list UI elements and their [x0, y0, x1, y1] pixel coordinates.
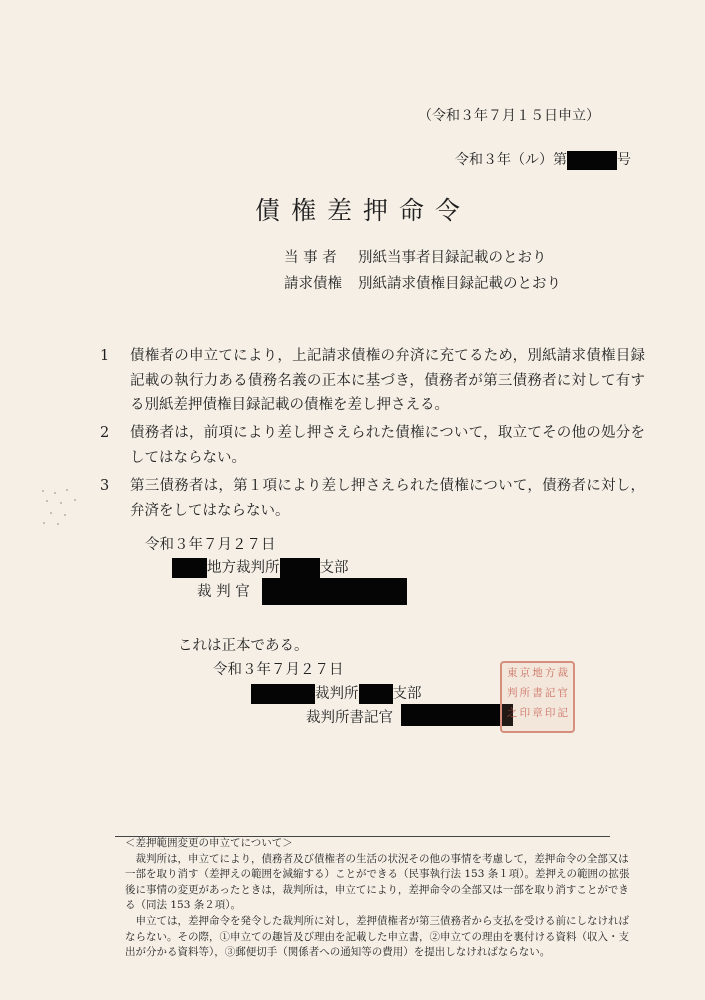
redaction-court-prefix — [172, 558, 207, 578]
official-seal: 東 京 地 方 裁 判 所 書 記 官 之 印 章 印 記 — [500, 661, 575, 733]
certification-court-part-2: 支部 — [392, 686, 422, 702]
redaction-cert-court — [251, 684, 315, 704]
order-item-2 — [100, 421, 645, 470]
redaction-court-branch — [280, 558, 320, 578]
clerk-label: 裁判所書記官 — [306, 710, 393, 726]
redaction-cert-branch — [359, 684, 393, 704]
judge-label: 裁 判 官 — [197, 584, 250, 600]
order-number: 1 — [100, 348, 110, 364]
certification-court — [251, 682, 422, 704]
case-number-prefix: 令和３年（ル）第 — [455, 152, 567, 168]
clerk-line — [306, 706, 393, 727]
order-item-3 — [100, 474, 645, 523]
redaction-case-number — [567, 151, 617, 170]
party-label: 当 事 者 — [284, 250, 337, 266]
claim-row — [284, 272, 561, 293]
order-text: 債務者は，前項により差し押さえられた債権について，取立てその他の処分をしてはならない。 — [130, 425, 645, 466]
notice-section — [125, 836, 635, 961]
order-number: 2 — [100, 425, 110, 441]
order-date: 令和３年７月２７日 — [145, 537, 276, 553]
filing-date: （令和３年７月１５日申立） — [418, 108, 600, 124]
case-number-suffix: 号 — [617, 152, 631, 168]
case-number — [455, 149, 631, 170]
scan-dots — [40, 488, 100, 528]
notice-paragraph: 裁判所は，申立てにより，債務者及び債権者の生活の状況その他の事情を考慮して，差押命令の全部又は一部を取り消す（差押えの範囲を減縮する）ことができる（民事執行法 153 条１項）。差押えの範囲の拡張後に事情の変更があったときは，裁判所は，申立てにより，差押命令の全部又は一部を取り消すことができる（同法 153 条２項）。 — [125, 852, 630, 912]
order-text: 第三債務者は，第１項により差し押さえられた債権について，債務者に対し，弁済をしてはならない。 — [130, 478, 645, 519]
claim-label: 請求債権 — [284, 276, 342, 292]
party-value: 別紙当事者目録記載のとおり — [358, 250, 547, 266]
order-item-1 — [100, 344, 645, 418]
redaction-clerk-name — [401, 704, 513, 726]
claim-value: 別紙請求債権目録記載のとおり — [358, 276, 561, 292]
court-part-2: 支部 — [319, 560, 349, 576]
certification-court-part-1: 裁判所 — [315, 686, 359, 702]
order-number: 3 — [100, 478, 110, 494]
notice-heading: ＜差押範囲変更の申立てについて＞ — [125, 837, 293, 849]
redaction-judge-name — [262, 578, 407, 605]
document-title: 債権差押命令 — [255, 196, 472, 225]
court-part-1: 地方裁判所 — [207, 560, 280, 576]
court-name — [172, 556, 349, 578]
order-text: 債権者の申立てにより，上記請求債権の弁済に充てるため，別紙請求債権目録記載の執行力ある債務名義の正本に基づき，債務者が第三債務者に対して有する別紙差押債権目録記載の債権を差し押さえる。 — [130, 348, 645, 413]
certification-date: 令和３年７月２７日 — [213, 662, 344, 678]
judge-line — [197, 580, 250, 601]
party-row — [284, 246, 547, 267]
certification-statement: これは正本である。 — [178, 638, 309, 654]
notice-paragraph: 申立ては，差押命令を発令した裁判所に対し，差押債権者が第三債務者から支払を受ける前にしなければならない。その際，①申立ての趣旨及び理由を記載した申立書，②申立ての理由を裏付ける資料（収入・支出が分かる資料等），③郵便切手（関係者への通知等の費用）を提出しなければならない。 — [125, 914, 629, 959]
